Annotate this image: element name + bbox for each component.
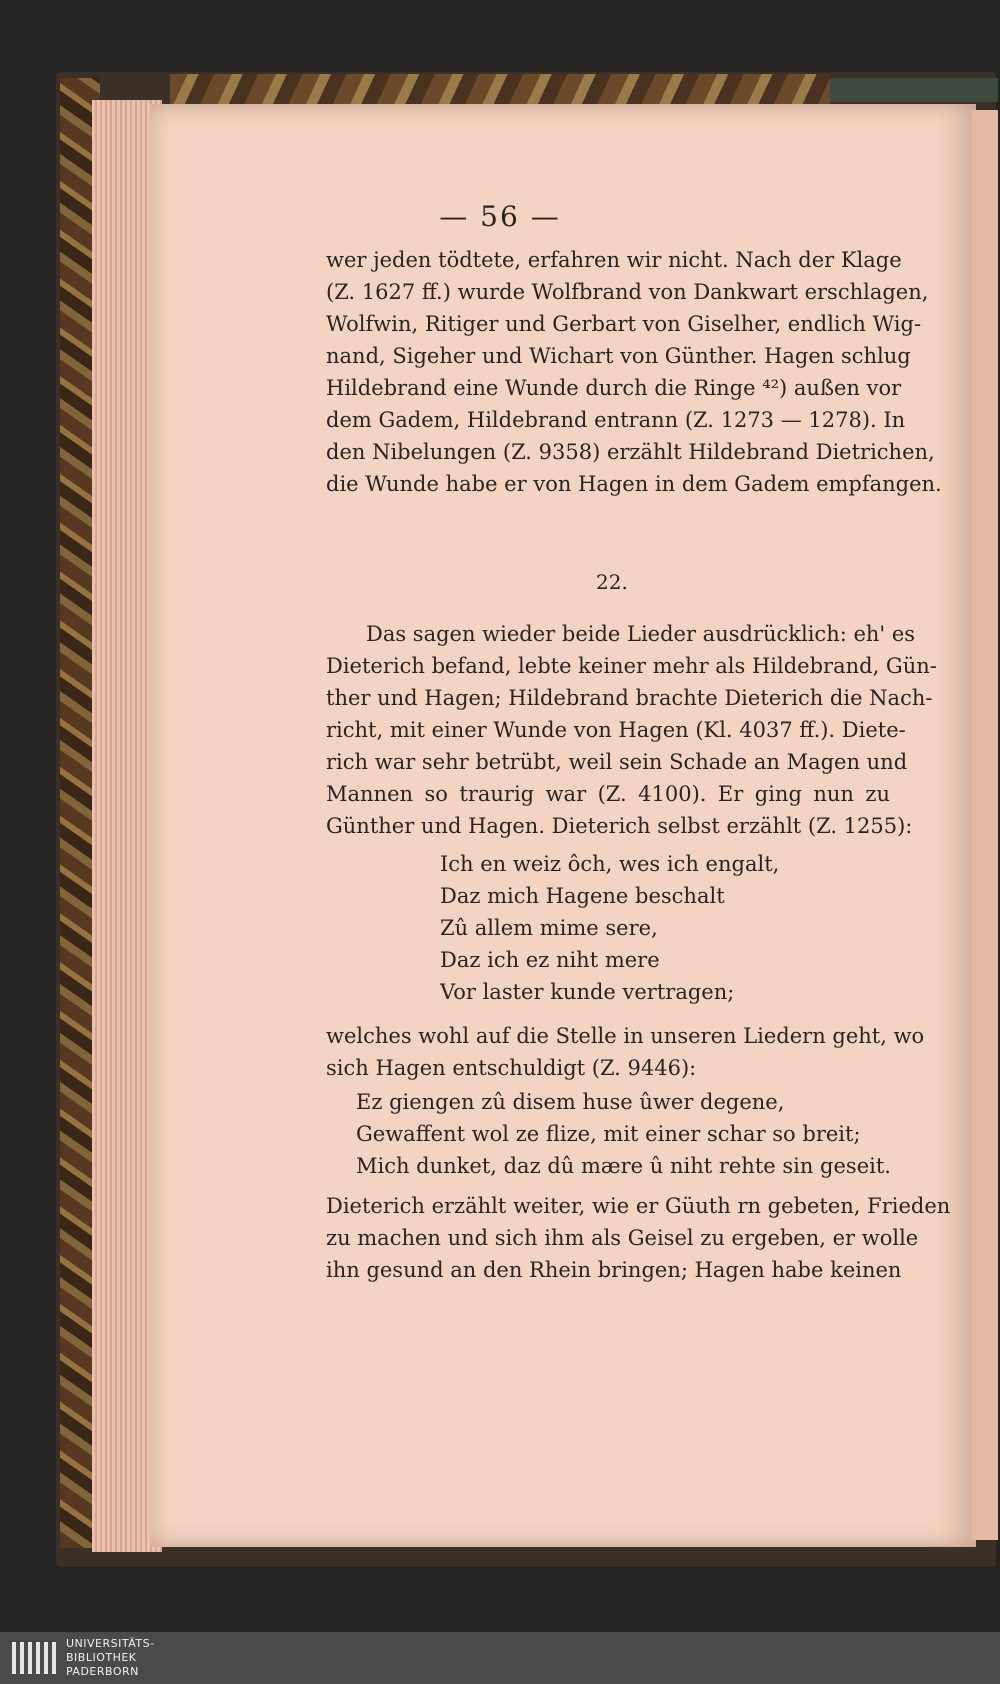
library-name-line-1: UNIVERSITÄTS- bbox=[66, 1637, 155, 1650]
text-line: rich war sehr betrübt, weil sein Schade an Magen und bbox=[326, 750, 908, 774]
text-line: Dieterich erzählt weiter, wie er Güuth rn gebeten, Frieden bbox=[326, 1194, 951, 1218]
text-line: zu machen und sich ihm als Geisel zu ergeben, er wolle bbox=[326, 1226, 919, 1250]
text-line: welches wohl auf die Stelle in unseren Liedern geht, wo bbox=[326, 1024, 925, 1048]
library-name bbox=[66, 1637, 155, 1679]
text-line: (Z. 1627 ff.) wurde Wolfbrand von Dankwart erschlagen, bbox=[326, 280, 929, 304]
cloth-cover-top bbox=[830, 78, 998, 102]
text-line: Günther und Hagen. Dieterich selbst erzählt (Z. 1255): bbox=[326, 814, 913, 838]
verse-quote-1 bbox=[440, 848, 779, 1008]
verse-quote-2 bbox=[356, 1086, 891, 1182]
paragraph-3 bbox=[326, 1020, 925, 1084]
text-line: Mannen so traurig war (Z. 4100). Er ging nun zu bbox=[326, 782, 890, 806]
verse-line: Ez giengen zû disem huse ûwer degene, bbox=[356, 1090, 785, 1114]
paragraph-1 bbox=[326, 244, 942, 500]
page-number: — 56 — bbox=[439, 200, 561, 233]
verse-line: Ich en weiz ôch, wes ich engalt, bbox=[440, 852, 780, 876]
verse-line: Daz ich ez niht mere bbox=[440, 948, 660, 972]
library-name-line-2: BIBLIOTHEK bbox=[66, 1651, 137, 1664]
verse-line: Zû allem mime sere, bbox=[440, 916, 658, 940]
section-number: 22. bbox=[596, 570, 628, 594]
text-line: ihn gesund an den Rhein bringen; Hagen habe keinen bbox=[326, 1258, 902, 1282]
text-line: ther und Hagen; Hildebrand brachte Dieterich die Nach- bbox=[326, 686, 933, 710]
text-line: sich Hagen entschuldigt (Z. 9446): bbox=[326, 1056, 697, 1080]
page-right-edge bbox=[972, 110, 998, 1540]
verse-line: Vor laster kunde vertragen; bbox=[440, 980, 735, 1004]
marbled-cover-top bbox=[170, 74, 830, 104]
text-line: Wolfwin, Ritiger und Gerbart von Giselher, endlich Wig- bbox=[326, 312, 922, 336]
verse-line: Daz mich Hagene beschalt bbox=[440, 884, 725, 908]
verse-line: Gewaffent wol ze flize, mit einer schar so breit; bbox=[356, 1122, 861, 1146]
library-name-line-3: PADERBORN bbox=[66, 1665, 139, 1678]
library-footer bbox=[0, 1632, 1000, 1684]
text-line: Dieterich befand, lebte keiner mehr als Hildebrand, Gün- bbox=[326, 654, 937, 678]
text-line: richt, mit einer Wunde von Hagen (Kl. 4037 ff.). Diete- bbox=[326, 718, 906, 742]
university-library-logo-icon bbox=[12, 1642, 56, 1674]
text-line: nand, Sigeher und Wichart von Günther. Hagen schlug bbox=[326, 344, 911, 368]
text-line: den Nibelungen (Z. 9358) erzählt Hildebrand Dietrichen, bbox=[326, 440, 935, 464]
verse-line: Mich dunket, daz dû mære û niht rehte sin geseit. bbox=[356, 1154, 891, 1178]
text-line: Das sagen wieder beide Lieder ausdrücklich: eh' es bbox=[366, 622, 916, 646]
text-line: wer jeden tödtete, erfahren wir nicht. Nach der Klage bbox=[326, 248, 902, 272]
text-line: Hildebrand eine Wunde durch die Ringe ⁴²) außen vor bbox=[326, 376, 902, 400]
text-line: dem Gadem, Hildebrand entrann (Z. 1273 — 1278). In bbox=[326, 408, 906, 432]
paragraph-2 bbox=[326, 618, 937, 842]
paragraph-4 bbox=[326, 1190, 951, 1286]
text-line: die Wunde habe er von Hagen in dem Gadem empfangen. bbox=[326, 472, 942, 496]
